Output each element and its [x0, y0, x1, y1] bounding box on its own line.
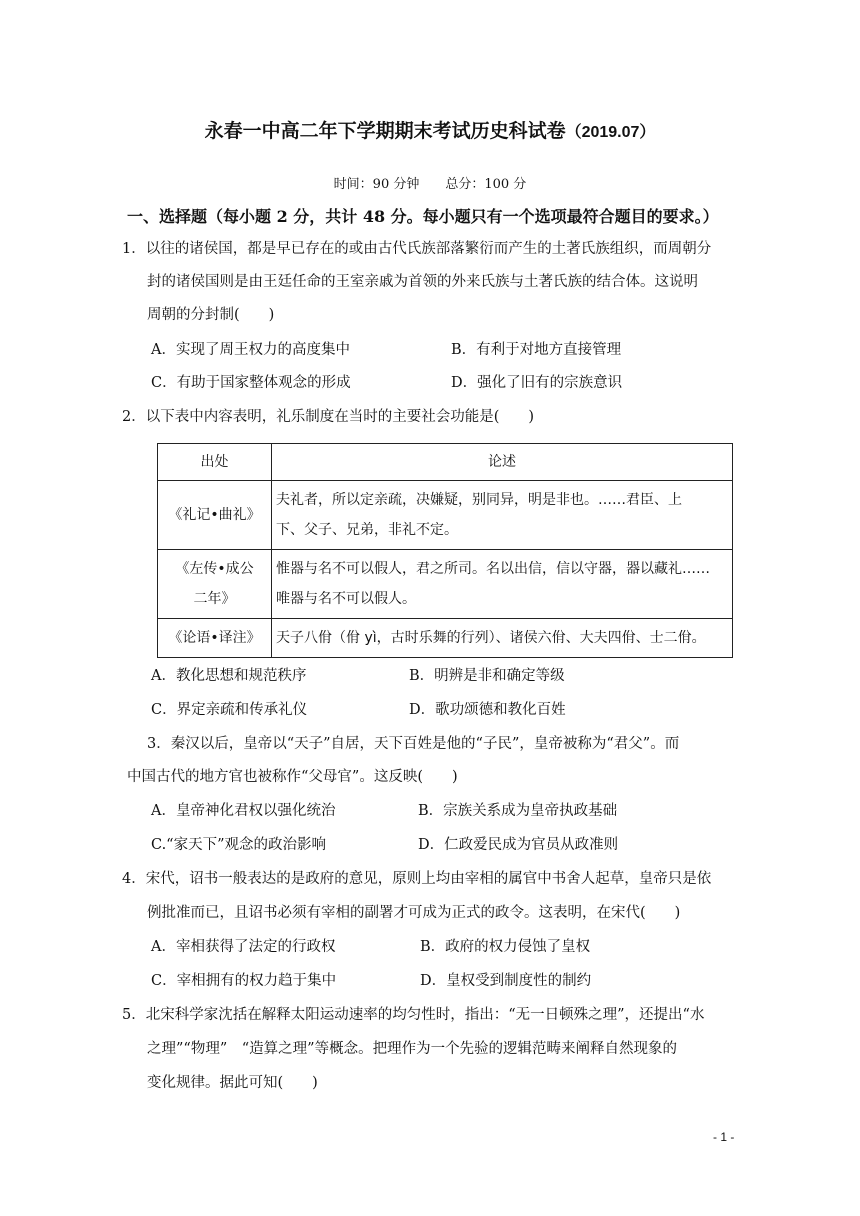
q4-option-a: A．宰相获得了法定的行政权: [151, 939, 336, 955]
q1-option-a: A．实现了周王权力的高度集中: [151, 342, 350, 358]
table-header-source: 出处: [158, 444, 272, 481]
q1-line3: 周朝的分封制( ): [147, 307, 275, 323]
table-cell-source: 《左传•成公 二年》: [158, 550, 272, 619]
q5-line3: 变化规律。据此可知( ): [147, 1075, 318, 1091]
q3-option-d: D．仁政爱民成为官员从政准则: [418, 837, 619, 853]
q3-option-b: B．宗族关系成为皇帝执政基础: [418, 803, 618, 819]
q1-option-d: D．强化了旧有的宗族意识: [451, 375, 623, 391]
section-heading: 一、选择题（每小题 2 分，共计 48 分。每小题只有一个选项最符合题目的要求。）: [127, 207, 719, 226]
q2-option-d: D．歌功颂德和教化百姓: [409, 702, 566, 718]
q5-line2: 之理”“物理” “造算之理”等概念。把理作为一个先验的逻辑范畴来阐释自然现象的: [147, 1041, 678, 1057]
q3-option-a: A．皇帝神化君权以强化统治: [151, 803, 336, 819]
q4-option-c: C．宰相拥有的权力趋于集中: [151, 973, 337, 989]
table-cell-source: 《礼记•曲礼》: [158, 481, 272, 550]
q2-option-a: A．教化思想和规范秩序: [151, 668, 307, 684]
table-header-statement: 论述: [272, 444, 733, 481]
table-cell-source: 《论语•译注》: [158, 619, 272, 658]
q3-option-c: C.“家天下”观念的政治影响: [151, 837, 327, 853]
exam-meta: [0, 173, 860, 192]
q1-option-b: B．有利于对地方直接管理: [451, 342, 622, 358]
q5-line1: 5．北宋科学家沈括在解释太阳运动速率的均匀性时，指出：“无一日顿殊之理”，还提出“水: [122, 1007, 705, 1023]
q2-option-b: B．明辨是非和确定等级: [409, 668, 565, 684]
q4-option-b: B．政府的权力侵蚀了皇权: [420, 939, 591, 955]
exam-time: 时间：90 分钟: [333, 177, 420, 192]
q1-option-c: C．有助于国家整体观念的形成: [151, 375, 351, 391]
table-header-row: [158, 444, 733, 481]
q4-line1: 4．宋代，诏书一般表达的是政府的意见，原则上均由宰相的属官中书舍人起草，皇帝只是依: [122, 871, 712, 887]
table-cell-statement: 天子八佾（佾 yì，古时乐舞的行列）、诸侯六佾、大夫四佾、士二佾。: [272, 619, 733, 658]
table-row: [158, 619, 733, 658]
q2-line1: 2．以下表中内容表明，礼乐制度在当时的主要社会功能是( ): [122, 409, 535, 425]
q4-line2: 例批准而已，且诏书必须有宰相的副署才可成为正式的政令。这表明，在宋代( ): [147, 905, 681, 921]
q3-line1: 3．秦汉以后，皇帝以“天子”自居，天下百姓是他的“子民”，皇帝被称为“君父”。而: [147, 736, 680, 752]
q3-line2: 中国古代的地方官也被称作“父母官”。这反映( ): [127, 769, 458, 785]
q2-table: [157, 443, 733, 658]
page-number: - 1 -: [713, 1130, 735, 1144]
q4-option-d: D．皇权受到制度性的制约: [420, 973, 592, 989]
q1-line1: 1．以往的诸侯国，都是早已存在的或由古代氏族部落繁衍而产生的土著氏族组织，而周朝分: [122, 241, 712, 257]
table-cell-statement: 惟器与名不可以假人，君之所司。名以出信，信以守器，器以藏礼…… 唯器与名不可以假人。: [272, 550, 733, 619]
table-row: [158, 550, 733, 619]
exam-title: 永春一中高二年下学期期末考试历史科试卷（2019.07）: [204, 120, 656, 142]
exam-date: （2019.07）: [565, 124, 656, 141]
q2-option-c: C．界定亲疏和传承礼仪: [151, 702, 308, 718]
table-row: [158, 481, 733, 550]
table-cell-statement: 夫礼者，所以定亲疏，决嫌疑，别同异，明是非也。……君臣、上 下、父子、兄弟，非礼不定。: [272, 481, 733, 550]
exam-total: 总分：100 分: [445, 177, 527, 192]
q1-line2: 封的诸侯国则是由王廷任命的王室亲戚为首领的外来氏族与土著氏族的结合体。这说明: [147, 274, 698, 290]
